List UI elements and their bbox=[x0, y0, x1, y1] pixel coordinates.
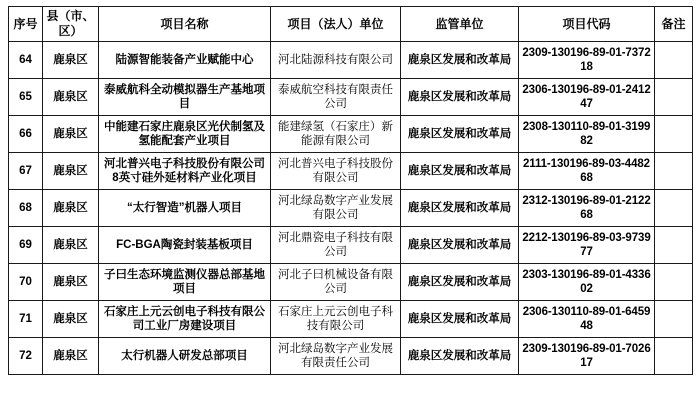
cell-project-name: 太行机器人研发总部项目 bbox=[99, 338, 271, 375]
column-header-remark: 备注 bbox=[655, 7, 693, 42]
cell-project-entity: 河北子曰机械设备有限公司 bbox=[271, 264, 401, 301]
cell-supervision-org: 鹿泉区发展和改革局 bbox=[401, 338, 519, 375]
column-header-seq: 序号 bbox=[9, 7, 43, 42]
cell-county: 鹿泉区 bbox=[43, 264, 99, 301]
cell-remark bbox=[655, 153, 693, 190]
cell-county: 鹿泉区 bbox=[43, 79, 99, 116]
cell-remark bbox=[655, 42, 693, 79]
column-header-entity: 项目（法人）单位 bbox=[271, 7, 401, 42]
cell-remark bbox=[655, 301, 693, 338]
cell-project-name: 河北普兴电子科技股份有限公司8英寸硅外延材料产业化项目 bbox=[99, 153, 271, 190]
table-row bbox=[9, 264, 693, 301]
cell-project-name: 中能建石家庄鹿泉区光伏制氢及氢能配套产业项目 bbox=[99, 116, 271, 153]
cell-supervision-org: 鹿泉区发展和改革局 bbox=[401, 42, 519, 79]
cell-project-entity: 石家庄上元云创电子科技有限公司 bbox=[271, 301, 401, 338]
cell-project-code: 2111-130196-89-03-448268 bbox=[519, 153, 655, 190]
cell-seq: 66 bbox=[9, 116, 43, 153]
table-row bbox=[9, 79, 693, 116]
cell-project-name: 陆源智能装备产业赋能中心 bbox=[99, 42, 271, 79]
cell-seq: 65 bbox=[9, 79, 43, 116]
cell-project-name: 泰威航科全动模拟器生产基地项目 bbox=[99, 79, 271, 116]
cell-county: 鹿泉区 bbox=[43, 153, 99, 190]
cell-supervision-org: 鹿泉区发展和改革局 bbox=[401, 301, 519, 338]
cell-project-entity: 泰威航空科技有限责任公司 bbox=[271, 79, 401, 116]
cell-seq: 68 bbox=[9, 190, 43, 227]
table-row bbox=[9, 42, 693, 79]
table-row bbox=[9, 153, 693, 190]
cell-project-entity: 河北鼎瓷电子科技有限公司 bbox=[271, 227, 401, 264]
cell-supervision-org: 鹿泉区发展和改革局 bbox=[401, 153, 519, 190]
cell-project-code: 2309-130196-89-01-737218 bbox=[519, 42, 655, 79]
cell-seq: 64 bbox=[9, 42, 43, 79]
table-row bbox=[9, 116, 693, 153]
cell-project-entity: 能建绿氢（石家庄）新能源有限公司 bbox=[271, 116, 401, 153]
cell-project-name: 石家庄上元云创电子科技有限公司工业厂房建设项目 bbox=[99, 301, 271, 338]
cell-project-entity: 河北陆源科技有限公司 bbox=[271, 42, 401, 79]
cell-supervision-org: 鹿泉区发展和改革局 bbox=[401, 264, 519, 301]
cell-seq: 71 bbox=[9, 301, 43, 338]
cell-project-code: 2309-130196-89-01-702617 bbox=[519, 338, 655, 375]
cell-remark bbox=[655, 190, 693, 227]
cell-project-code: 2212-130196-89-03-973977 bbox=[519, 227, 655, 264]
cell-seq: 69 bbox=[9, 227, 43, 264]
cell-county: 鹿泉区 bbox=[43, 338, 99, 375]
column-header-org: 监管单位 bbox=[401, 7, 519, 42]
cell-project-code: 2312-130196-89-01-212268 bbox=[519, 190, 655, 227]
cell-supervision-org: 鹿泉区发展和改革局 bbox=[401, 116, 519, 153]
cell-county: 鹿泉区 bbox=[43, 227, 99, 264]
cell-project-entity: 河北普兴电子科技股份有限公司 bbox=[271, 153, 401, 190]
cell-remark bbox=[655, 79, 693, 116]
cell-remark bbox=[655, 338, 693, 375]
table-header-row bbox=[9, 7, 693, 42]
cell-county: 鹿泉区 bbox=[43, 301, 99, 338]
cell-project-entity: 河北绿岛数字产业发展有限责任公司 bbox=[271, 338, 401, 375]
cell-project-code: 2306-130110-89-01-645948 bbox=[519, 301, 655, 338]
cell-remark bbox=[655, 227, 693, 264]
table-header bbox=[9, 7, 693, 42]
cell-supervision-org: 鹿泉区发展和改革局 bbox=[401, 227, 519, 264]
cell-seq: 67 bbox=[9, 153, 43, 190]
cell-supervision-org: 鹿泉区发展和改革局 bbox=[401, 190, 519, 227]
project-list-table bbox=[8, 6, 693, 375]
cell-project-name: FC-BGA陶瓷封装基板项目 bbox=[99, 227, 271, 264]
column-header-name: 项目名称 bbox=[99, 7, 271, 42]
cell-remark bbox=[655, 116, 693, 153]
table-row bbox=[9, 227, 693, 264]
column-header-county: 县（市、区） bbox=[43, 7, 99, 42]
cell-project-name: 子曰生态环境监测仪器总部基地项目 bbox=[99, 264, 271, 301]
cell-project-code: 2306-130196-89-01-241247 bbox=[519, 79, 655, 116]
cell-project-code: 2308-130110-89-01-319982 bbox=[519, 116, 655, 153]
cell-project-name: “太行智造”机器人项目 bbox=[99, 190, 271, 227]
cell-supervision-org: 鹿泉区发展和改革局 bbox=[401, 79, 519, 116]
table-body bbox=[9, 42, 693, 375]
table-row bbox=[9, 301, 693, 338]
cell-county: 鹿泉区 bbox=[43, 42, 99, 79]
cell-remark bbox=[655, 264, 693, 301]
cell-county: 鹿泉区 bbox=[43, 116, 99, 153]
cell-seq: 72 bbox=[9, 338, 43, 375]
cell-seq: 70 bbox=[9, 264, 43, 301]
cell-project-entity: 河北绿岛数字产业发展有限公司 bbox=[271, 190, 401, 227]
column-header-code: 项目代码 bbox=[519, 7, 655, 42]
table-row bbox=[9, 190, 693, 227]
cell-project-code: 2303-130196-89-01-433602 bbox=[519, 264, 655, 301]
table-row bbox=[9, 338, 693, 375]
cell-county: 鹿泉区 bbox=[43, 190, 99, 227]
